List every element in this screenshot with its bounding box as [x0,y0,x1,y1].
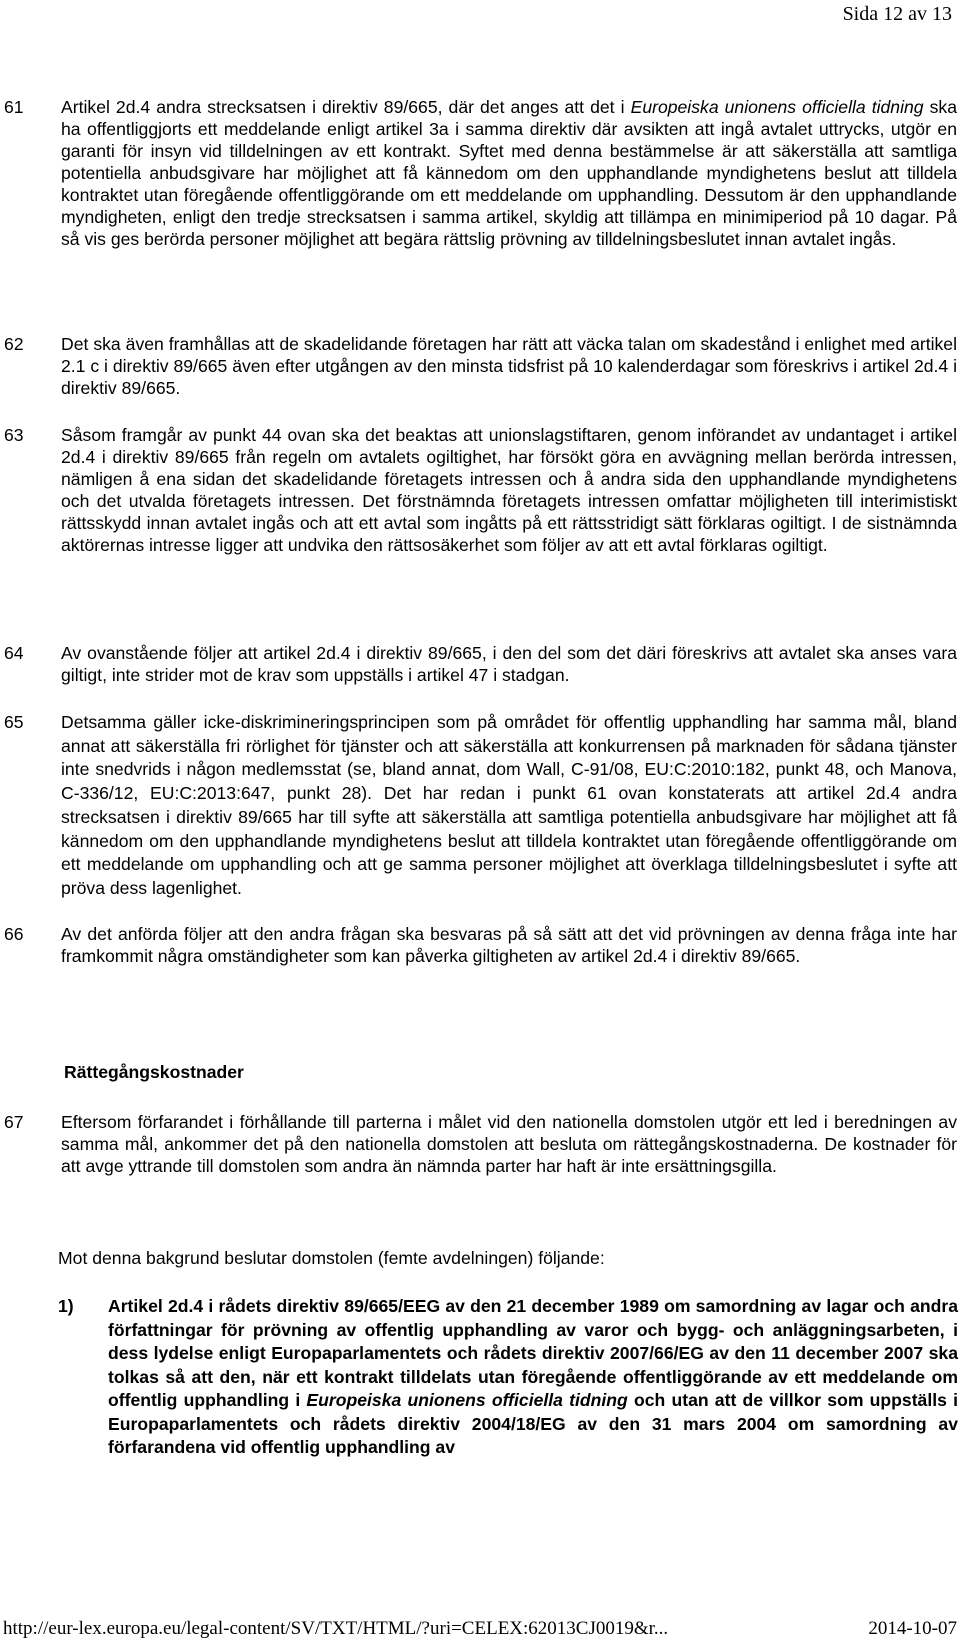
paragraph-number: 67 [4,1112,24,1132]
paragraph-number: 63 [4,425,24,445]
paragraph-number: 66 [4,924,24,944]
journal-title: Europeiska unionens officiella tidning [306,1390,628,1410]
paragraph-66 [3,923,957,967]
paragraph-63 [3,424,957,556]
paragraph-text: Artikel 2d.4 andra strecksatsen i direktiv 89/665, där det anges att det i Europeiska unionens officiella tidning ska ha offentliggjorts ett meddelande enligt artikel 3a i samma direktiv där avsikten att ingå avtalet uttrycks, utgör en garanti för insyn vid tilldelningen av ett kontrakt. Syftet med denna bestämmelse är att säkerställa att samtliga potentiella anbudsgivare har möjlighet att få kännedom om den upphandlande myndighetens beslut att tilldela kontraktet utan föregående offentliggörande om ett meddelande om upphandling. Dessutom är den upphandlande myndigheten, enligt den tredje strecksatsen i samma artikel, skyldig att tillämpa en minimiperiod på 10 dagar. På så vis ges berörda personer möjlighet att begära rättslig prövning av tilldelningsbeslutet innan avtalet ingås. [61,97,957,249]
ruling-item-1 [58,1295,958,1460]
paragraph-text: Av det anförda följer att den andra frågan ska besvaras på så sätt att det vid prövningen av denna fråga inte har framkommit några omständigheter som kan påverka giltigheten av artikel 2d.4 i direktiv 89/665. [61,924,957,966]
page-footer [3,1618,957,1640]
paragraph-text: Det ska även framhållas att de skadelidande företagen har rätt att väcka talan om skadestånd i enlighet med artikel 2.1 c i direktiv 89/665 även efter utgången av den minsta tidsfrist på 10 kalenderdagar som föreskrivs i artikel 2d.4 i direktiv 89/665. [61,334,957,398]
paragraph-text: Detsamma gäller icke-diskrimineringsprincipen som på området för offentlig upphandling har samma mål, bland annat att säkerställa fri rörlighet för tjänster och att säkerställa att konkurrensen på marknaden för sådana tjänster inte snedvrids i någon medlemsstat (se, bland annat, dom Wall, C‑91/08, EU:C:2010:182, punkt 48, och Manova, C‑336/12, EU:C:2013:647, punkt 28). Det har redan i punkt 61 ovan konstaterats att artikel 2d.4 andra strecksatsen i direktiv 89/665 har till syfte att säkerställa att samtliga potentiella anbudsgivare har möjlighet att få kännedom om den upphandlande myndighetens beslut att tilldela kontraktet utan föregående offentliggörande om ett meddelande om upphandling och att ge samma personer möjlighet att överklaga tilldelningsbeslutet i syfte att pröva dess lagenlighet. [61,712,957,898]
paragraph-65 [3,711,957,901]
paragraph-text: Såsom framgår av punkt 44 ovan ska det beaktas att unionslagstiftaren, genom införandet av undantaget i artikel 2d.4 i direktiv 89/665 från regeln om avtalets ogiltighet, har försökt göra en avvägning mellan berörda intressen, nämligen å ena sidan det skadelidande företagets intressen och å andra sida den upphandlande myndighetens och det utvalda företagets intressen. Det förstnämnda företagets intressen omfattar möjligheten till interimistiskt rättsskydd innan avtalet ingås och att ett avtal som ingåtts på ett rättsstridigt sätt förklaras ogiltigt. I de sistnämnda aktörernas intresse ligger att undvika den rättsosäkerhet som följer av att ett avtal förklaras ogiltigt. [61,425,957,555]
ruling-intro: Mot denna bakgrund beslutar domstolen (femte avdelningen) följande: [58,1248,605,1268]
page-number: Sida 12 av 13 [842,3,952,25]
paragraph-text: Eftersom förfarandet i förhållande till parterna i målet vid den nationella domstolen utgör ett led i beredningen av samma mål, ankommer det på den nationella domstolen att besluta om rättegångskostnaderna. De kostnader för att avge yttrande till domstolen som andra än nämnda parter har haft är inte ersättningsgilla. [61,1112,957,1176]
paragraph-61 [3,96,957,250]
paragraph-number: 62 [4,334,24,354]
paragraph-number: 65 [4,712,24,732]
paragraph-67 [3,1111,957,1177]
ruling-number: 1) [58,1296,74,1316]
journal-title: Europeiska unionens officiella tidning [630,97,924,117]
section-heading: Rättegångskostnader [64,1062,244,1082]
paragraph-text: Av ovanstående följer att artikel 2d.4 i direktiv 89/665, i den del som det däri föreskrivs att avtalet ska anses vara giltigt, inte strider mot de krav som uppställs i artikel 47 i stadgan. [61,643,957,685]
paragraph-number: 64 [4,643,24,663]
source-url: http://eur-lex.europa.eu/legal-content/SV/TXT/HTML/?uri=CELEX:62013CJ0019&r... [3,1618,669,1639]
paragraph-64 [3,642,957,686]
print-date: 2014-10-07 [868,1618,957,1639]
paragraph-number: 61 [4,97,24,117]
ruling-text: Artikel 2d.4 i rådets direktiv 89/665/EEG av den 21 december 1989 om samordning av lagar och andra författningar för prövning av offentlig upphandling av varor och bygg- och anläggningsarbeten, i dess lydelse enligt Europaparlamentets och rådets direktiv 2007/66/EG av den 11 december 2007 ska tolkas så att den, när ett kontrakt tilldelats utan föregående offentliggörande av ett meddelande om offentlig upphandling i Europeiska unionens officiella tidning och utan att de villkor som uppställs i Europaparlamentets och rådets direktiv 2004/18/EG av den 31 mars 2004 om samordning av förfarandena vid offentlig upphandling av [108,1296,958,1457]
paragraph-62 [3,333,957,399]
